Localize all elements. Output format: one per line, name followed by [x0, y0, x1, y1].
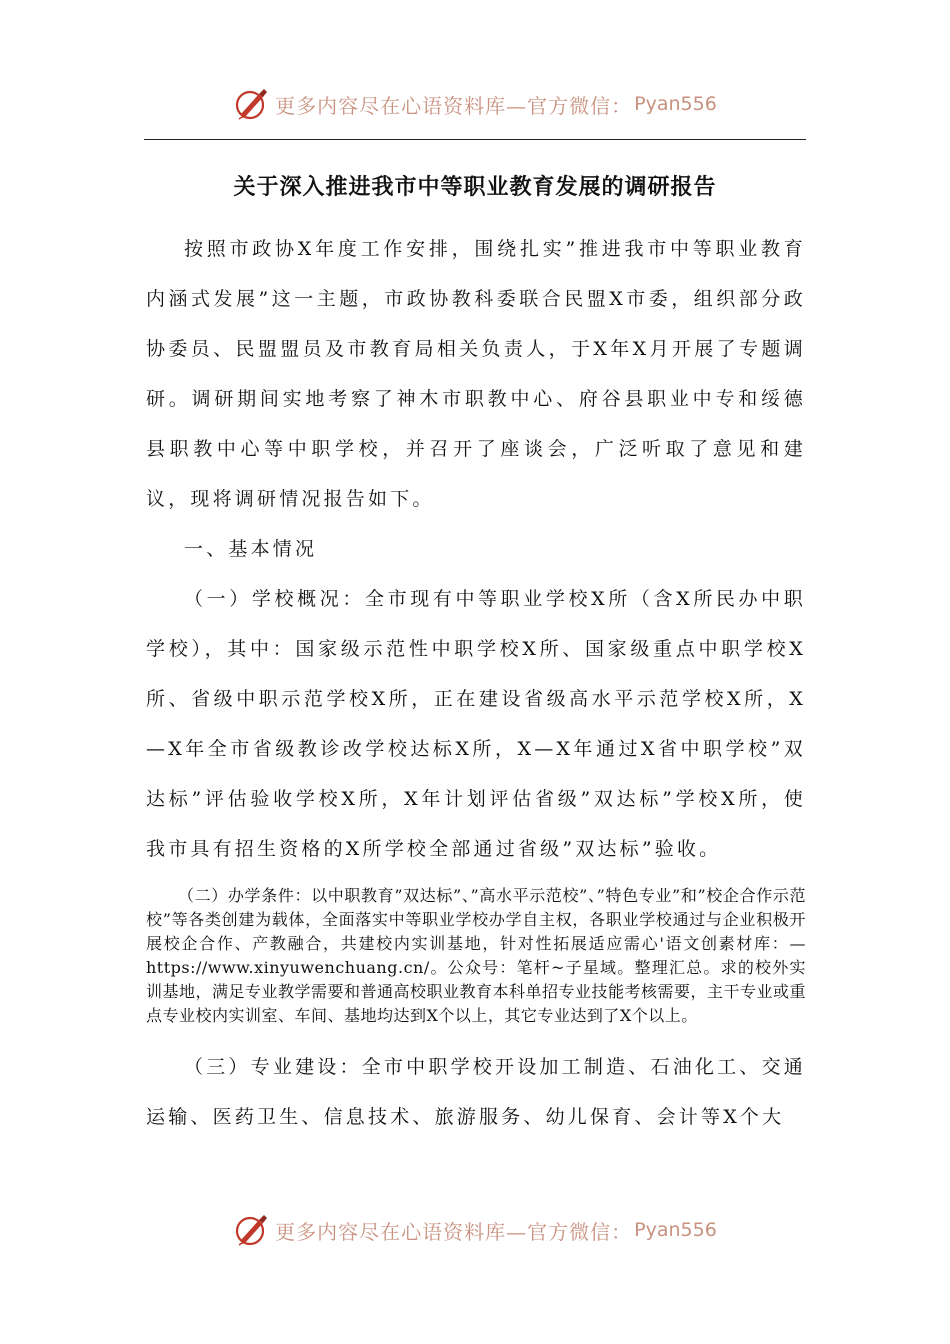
- document-title: 关于深入推进我市中等职业教育发展的调研报告: [233, 174, 717, 200]
- document-body: [146, 224, 806, 1142]
- banner-text: 更多内容尽在心语资料库—官方微信：: [275, 1219, 633, 1244]
- school-overview-paragraph: （一）学校概况：全市现有中等职业学校X所（含X所民办中职学校），其中：国家级示范性中职学校X所、国家级重点中职学校X所、省级中职示范学校X所，正在建设省级高水平示范学校X所，X—X年全市省级教诊改学校达标X所，X—X年通过X省中职学校”双达标”评估验收学校X所，X年计划评估省级”双达标”学校X所，使我市具有招生资格的X所学校全部通过省级”双达标”验收。: [146, 588, 806, 860]
- conditions-paragraph: （二）办学条件：以中职教育”双达标”、”高水平示范校”、”特色专业”和”校企合作示范校”等各类创建为载体，全面落实中等职业学校办学自主权，各职业学校通过与企业积极开展校企合作、产教融合，共建校内实训基地，针对性拓展适应需心'语文创素材库：—https://www.xinyuwenchuang.cn/。公众号：笔杆~子星域。整理汇总。求的校外实训基地，满足专业教学需要和普通高校职业教育本科单招专业技能考核需要，主干专业或重点专业校内实训室、车间、基地均达到X个以上，其它专业达到了X个以上。: [146, 886, 807, 1025]
- wechat-id: Pyan556: [634, 1219, 717, 1241]
- intro-paragraph: 按照市政协X年度工作安排，围绕扎实”推进我市中等职业教育内涵式发展”这一主题，市政协教科委联合民盟X市委，组织部分政协委员、民盟盟员及市教育局相关负责人，于X年X月开展了专题调研。调研期间实地考察了神木市职教中心、府谷县职业中专和绥德县职教中心等中职学校，并召开了座谈会，广泛听取了意见和建议，现将调研情况报告如下。: [146, 238, 806, 510]
- pen-logo-icon: [233, 1212, 269, 1248]
- header-divider: [144, 139, 806, 140]
- header-banner: [0, 84, 950, 124]
- section-heading: 一、基本情况: [184, 538, 318, 560]
- footer-banner: [0, 1210, 950, 1250]
- banner-text: 更多内容尽在心语资料库—官方微信：: [275, 93, 633, 118]
- pen-logo-icon: [233, 86, 269, 122]
- wechat-id: Pyan556: [634, 93, 717, 115]
- specialty-paragraph: （三）专业建设：全市中职学校开设加工制造、石油化工、交通运输、医药卫生、信息技术、旅游服务、幼儿保育、会计等X个大: [146, 1056, 806, 1128]
